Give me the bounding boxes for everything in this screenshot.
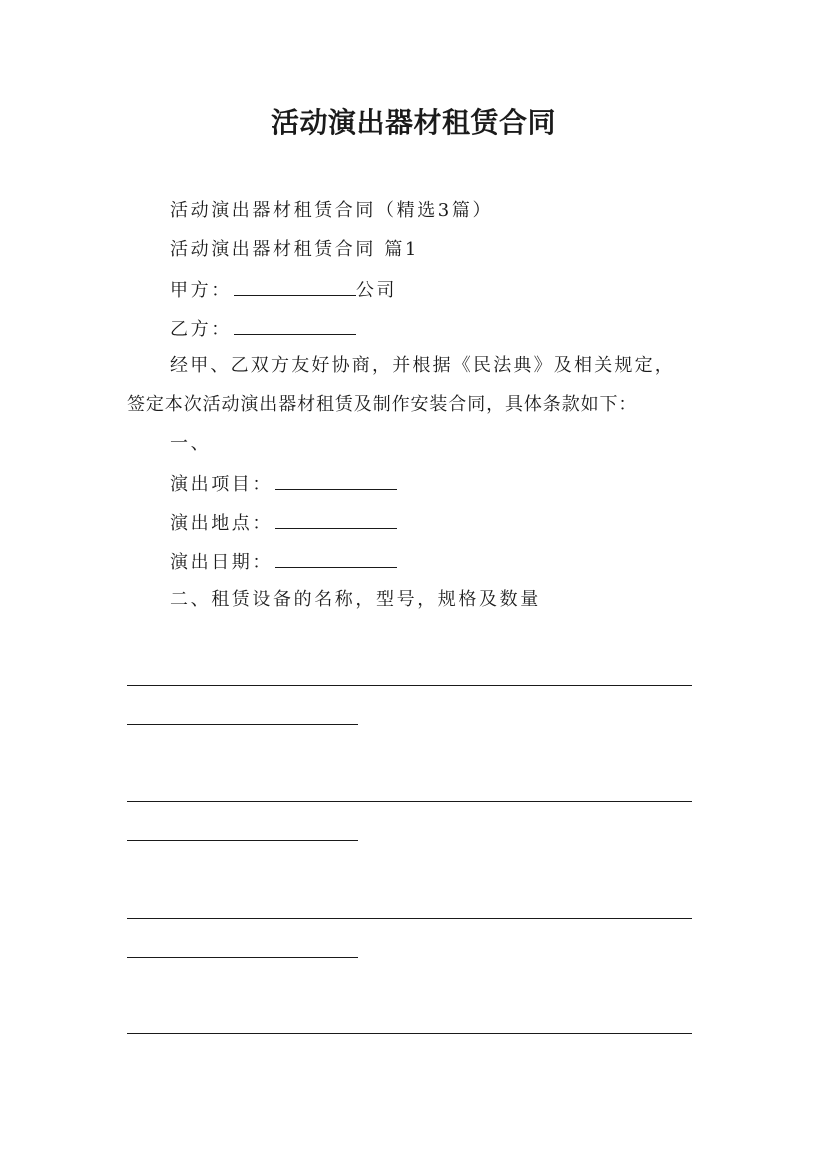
date-label: 演出日期： — [170, 552, 273, 573]
project-label: 演出项目： — [170, 474, 273, 495]
fill-line[interactable] — [127, 918, 692, 919]
fill-line[interactable] — [127, 724, 358, 725]
document-title: 活动演出器材租赁合同 — [270, 106, 556, 139]
project-line — [170, 471, 397, 497]
fill-line[interactable] — [127, 685, 692, 686]
party-b-line — [170, 316, 356, 342]
location-label: 演出地点： — [170, 513, 273, 534]
project-blank[interactable] — [275, 471, 397, 490]
party-a-suffix: 公司 — [355, 280, 398, 301]
fill-line[interactable] — [127, 801, 692, 802]
party-b-label: 乙方： — [170, 319, 232, 340]
section-1-heading: 一、 — [170, 433, 212, 454]
fill-line[interactable] — [127, 1033, 692, 1034]
party-a-label: 甲方： — [170, 280, 232, 301]
document-subtitle: 活动演出器材租赁合同（精选3篇） — [170, 200, 494, 221]
party-a-line — [170, 277, 397, 303]
location-blank[interactable] — [275, 510, 397, 529]
fill-line[interactable] — [127, 840, 358, 841]
part-heading: 活动演出器材租赁合同 篇1 — [170, 239, 419, 260]
location-line — [170, 510, 397, 536]
intro-line-2: 签定本次活动演出器材租赁及制作安装合同，具体条款如下： — [127, 394, 638, 415]
date-line — [170, 549, 397, 575]
party-a-blank[interactable] — [234, 277, 356, 296]
party-b-blank[interactable] — [234, 316, 356, 335]
section-2-heading: 二、租赁设备的名称，型号，规格及数量 — [170, 589, 541, 610]
date-blank[interactable] — [275, 549, 397, 568]
fill-line[interactable] — [127, 957, 358, 958]
intro-line-1: 经甲、乙双方友好协商，并根据《民法典》及相关规定， — [170, 355, 675, 376]
